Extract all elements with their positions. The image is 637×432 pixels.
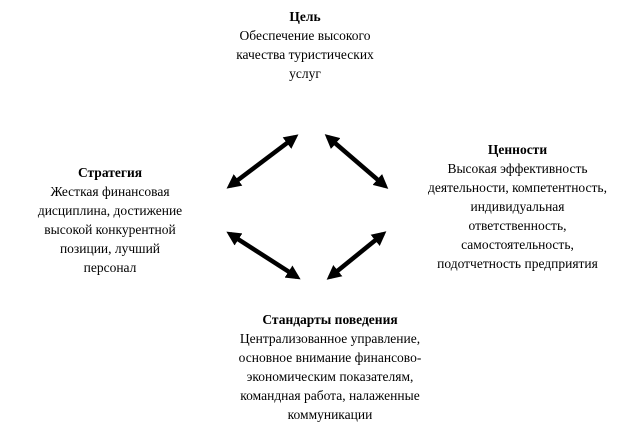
standards-line: Централизованное управление,: [239, 331, 421, 346]
arrow-values-standards: [330, 234, 383, 277]
values-line: Высокая эффективность: [447, 161, 588, 176]
values-line: ответственность,: [468, 218, 567, 233]
arrow-strategy-standards: [230, 234, 297, 277]
strategy-line: позиции, лучший: [59, 241, 161, 256]
values-line: подотчетность предприятия: [437, 256, 598, 271]
standards-line: командная работа, налаженные: [240, 388, 420, 403]
goal-line: Обеспечение высокого: [239, 28, 371, 43]
values-line: деятельности, компетентность,: [428, 180, 607, 195]
strategy-line: дисциплина, достижение: [37, 203, 183, 218]
strategy-title: Стратегия: [77, 165, 143, 180]
values-line: самостоятельность,: [461, 237, 574, 252]
goal-line: качества туристических: [236, 47, 374, 62]
values-title: Ценности: [487, 142, 548, 157]
arrow-goal-strategy: [230, 137, 295, 186]
strategy-line: персонал: [83, 260, 137, 275]
strategy-line: Жесткая финансовая: [50, 184, 170, 199]
strategy-line: высокой конкурентной: [44, 222, 176, 237]
standards-line: экономическим показателям,: [246, 369, 414, 384]
values-line: индивидуальная: [470, 199, 565, 214]
goal-title: Цель: [289, 9, 321, 24]
standards-title: Стандарты поведения: [262, 312, 398, 327]
arrow-goal-values: [328, 137, 385, 186]
goal-line: услуг: [289, 66, 321, 81]
standards-line: коммуникации: [287, 407, 373, 422]
standards-line: основное внимание финансово-: [238, 350, 422, 365]
